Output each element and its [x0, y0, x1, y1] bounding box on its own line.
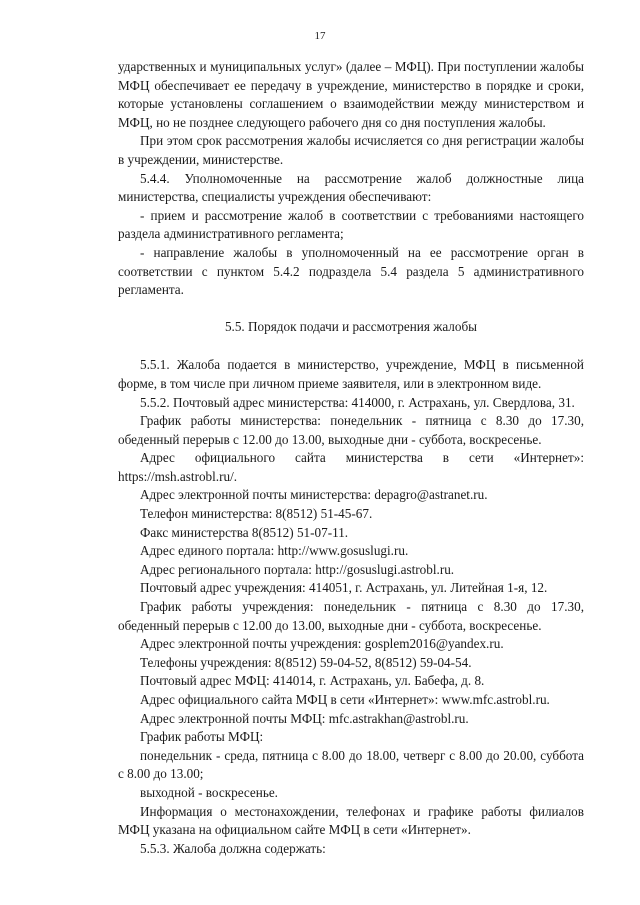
section-heading: 5.5. Порядок подачи и рассмотрения жалобы [224, 318, 478, 334]
paragraph-institution-email: Адрес электронной почты учреждения: gosplem2016@yandex.ru. [140, 636, 504, 652]
document-body [118, 58, 584, 858]
paragraph-review-term: При этом срок рассмотрения жалобы исчисляется со дня регистрации жалобы в учреждении, министерстве. [118, 133, 584, 167]
paragraph-regional-portal: Адрес регионального портала: http://gosuslugi.astrobl.ru. [140, 561, 455, 577]
paragraph-ministry-email: Адрес электронной почты министерства: depagro@astranet.ru. [140, 487, 488, 503]
list-item-reception: - прием и рассмотрение жалоб в соответствии с требованиями настоящего раздела административного регламента; [118, 207, 584, 242]
paragraph-continuation: ударственных и муниципальных услуг» (далее – МФЦ). При поступлении жалобы МФЦ обеспечивает ее передачу в учреждение, министерство в порядке и сроки, которые установлены соглашением о взаимодействии между министерством и МФЦ, но не позднее следующего рабочего дня со дня поступления жалобы. [118, 59, 584, 130]
paragraph-ministry-website: Адрес официального сайта министерства в сети «Интернет»: https://msh.astrobl.ru/. [118, 450, 584, 484]
paragraph-mfc-schedule: понедельник - среда, пятница с 8.00 до 18.00, четверг с 8.00 до 20.00, суббота с 8.00 до 13.00; [118, 747, 584, 782]
paragraph-institution-phones: Телефоны учреждения: 8(8512) 59-04-52, 8(8512) 59-04-54. [140, 654, 472, 670]
paragraph-mfc-day-off: выходной - воскресенье. [140, 784, 278, 800]
paragraph-unified-portal: Адрес единого портала: http://www.gosuslugi.ru. [140, 543, 409, 559]
page-number: 17 [314, 30, 326, 42]
paragraph-mfc-schedule-title: График работы МФЦ: [140, 729, 264, 745]
paragraph-ministry-schedule: График работы министерства: понедельник - пятница с 8.30 до 17.30, обеденный перерыв с 12.00 до 13.00, выходные дни - суббота, воскресенье. [118, 413, 584, 447]
paragraph-mfc-website: Адрес официального сайта МФЦ в сети «Интернет»: www.mfc.astrobl.ru. [140, 692, 550, 707]
paragraph-5-4-4: 5.4.4. Уполномоченные на рассмотрение жалоб должностные лица министерства, специалисты учреждения обеспечивают: [118, 170, 584, 205]
paragraph-5-5-2: 5.5.2. Почтовый адрес министерства: 414000, г. Астрахань, ул. Свердлова, 31. [140, 394, 575, 410]
paragraph-ministry-fax: Факс министерства 8(8512) 51-07-11. [140, 524, 349, 540]
paragraph-5-5-1: 5.5.1. Жалоба подается в министерство, учреждение, МФЦ в письменной форме, в том числе при личном приеме заявителя, или в электронном виде. [118, 357, 584, 391]
paragraph-5-5-3: 5.5.3. Жалоба должна содержать: [140, 840, 326, 856]
paragraph-institution-address: Почтовый адрес учреждения: 414051, г. Астрахань, ул. Литейная 1-я, 12. [140, 580, 548, 596]
paragraph-mfc-address: Почтовый адрес МФЦ: 414014, г. Астрахань, ул. Бабефа, д. 8. [140, 673, 485, 689]
paragraph-mfc-branches: Информация о местонахождении, телефонах и графике работы филиалов МФЦ указана на официальном сайте МФЦ в сети «Интернет». [118, 803, 584, 838]
paragraph-ministry-phone: Телефон министерства: 8(8512) 51-45-67. [140, 506, 373, 522]
list-item-forwarding: - направление жалобы в уполномоченный на ее рассмотрение орган в соответствии с пунктом 5.4.2 подраздела 5.4 раздела 5 административного регламента. [118, 244, 584, 298]
paragraph-mfc-email: Адрес электронной почты МФЦ: mfc.astrakhan@astrobl.ru. [140, 710, 469, 726]
paragraph-institution-schedule: График работы учреждения: понедельник - пятница с 8.30 до 17.30, обеденный перерыв с 12.00 до 13.00, выходные дни - суббота, воскресенье. [118, 599, 584, 633]
